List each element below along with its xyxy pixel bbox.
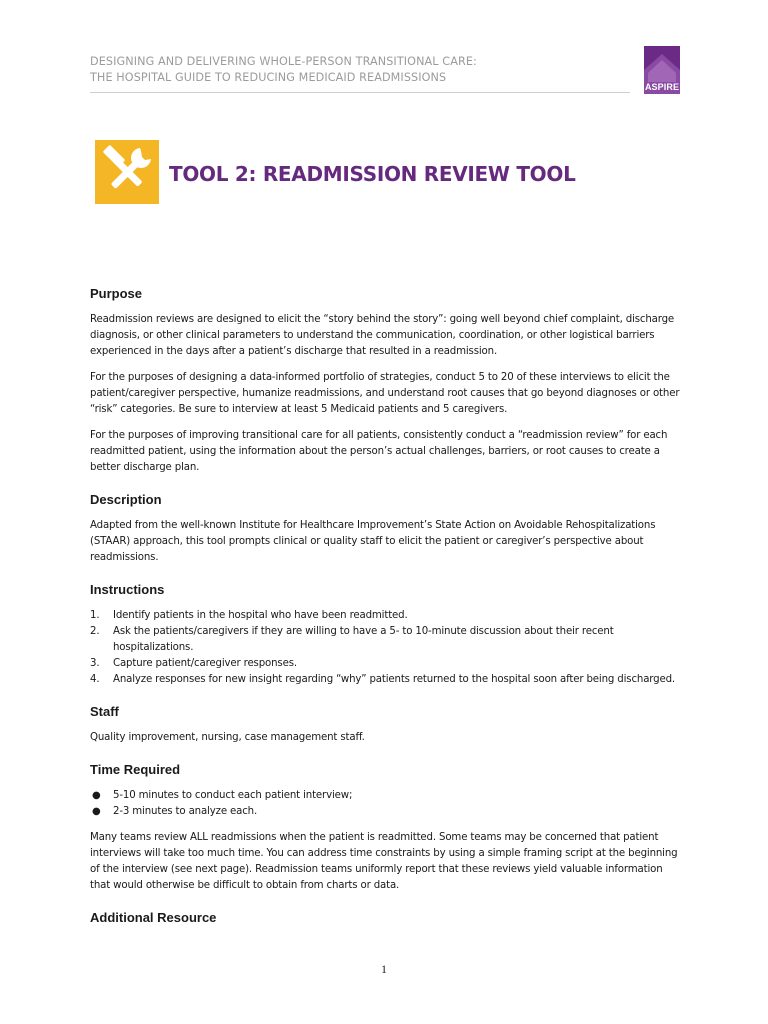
list-item [90,624,682,656]
list-number: 1. [90,610,100,621]
bullet-icon: ● [92,806,101,817]
list-item [90,804,682,820]
bullet-icon: ● [92,790,101,801]
staff-paragraph: Quality improvement, nursing, case management staff. [90,732,365,743]
hammer-wrench-icon [95,140,159,204]
description-paragraph: Adapted from the well-known Institute for Healthcare Improvement’s State Action on Avoidable Rehospitalizations (STAAR) approach, this tool prompts clinical or quality staff to elicit the patient or caregiver’s perspective about readmissions. [90,520,656,563]
tool-title: TOOL 2: READMISSION REVIEW TOOL [169,162,576,186]
document-body [90,285,682,936]
header-divider [90,92,630,93]
list-item-text: Identify patients in the hospital who have been readmitted. [113,610,408,621]
purpose-paragraph-2: For the purposes of designing a data-informed portfolio of strategies, conduct 5 to 20 of these interviews to elicit the patient/caregiver perspective, humanize readmissions, and understand root causes that go beyond diagnoses or other “risk” categories. Be sure to interview at least 5 Medicaid patients and 5 caregivers. [90,372,680,415]
list-item-text: 5-10 minutes to conduct each patient interview; [113,790,353,801]
purpose-paragraph-1: Readmission reviews are designed to elicit the “story behind the story”: going well beyond chief complaint, discharge diagnosis, or other clinical parameters to understand the communication, coordination, or other logistical barriers experienced in the days after a patient’s discharge that resulted in a readmission. [90,314,675,357]
list-item-text: 2-3 minutes to analyze each. [113,806,258,817]
description-heading: Description [90,492,162,507]
list-number: 4. [90,674,100,685]
instructions-heading: Instructions [90,582,165,597]
instructions-list [90,608,682,688]
list-number: 3. [90,658,100,669]
staff-heading: Staff [90,704,119,719]
list-item-text: Analyze responses for new insight regarding “why” patients returned to the hospital soon after being discharged. [113,674,676,685]
list-item [90,656,682,672]
header-title-line-1: DESIGNING AND DELIVERING WHOLE-PERSON TRANSITIONAL CARE: [90,55,477,68]
list-item [90,608,682,624]
list-item [90,788,682,804]
time-required-paragraph: Many teams review ALL readmissions when the patient is readmitted. Some teams may be concerned that patient interviews will take too much time. You can address time constraints by using a simple framing script at the beginning of the interview (see next page). Readmission teams uniformly report that these reviews yield valuable information that would otherwise be difficult to obtain from charts or data. [90,832,678,891]
document-header [90,54,630,86]
page-number: 1 [381,962,387,976]
list-item-text: Ask the patients/caregivers if they are willing to have a 5- to 10-minute discussion about their recent hospitalizations. [113,626,614,653]
logo-wordmark: ASPIRE [644,82,680,92]
purpose-heading: Purpose [90,286,143,301]
time-required-list [90,788,682,820]
list-number: 2. [90,626,100,637]
time-required-heading: Time Required [90,762,181,777]
header-title-line-2: THE HOSPITAL GUIDE TO REDUCING MEDICAID READMISSIONS [90,71,447,84]
list-item [90,672,682,688]
aspire-logo [644,46,680,94]
list-item-text: Capture patient/caregiver responses. [113,658,297,669]
additional-resource-heading: Additional Resource [90,910,217,925]
purpose-paragraph-3: For the purposes of improving transitional care for all patients, consistently conduct a “readmission review” for each readmitted patient, using the information about the person’s actual challenges, barriers, or root causes to create a better discharge plan. [90,430,668,473]
